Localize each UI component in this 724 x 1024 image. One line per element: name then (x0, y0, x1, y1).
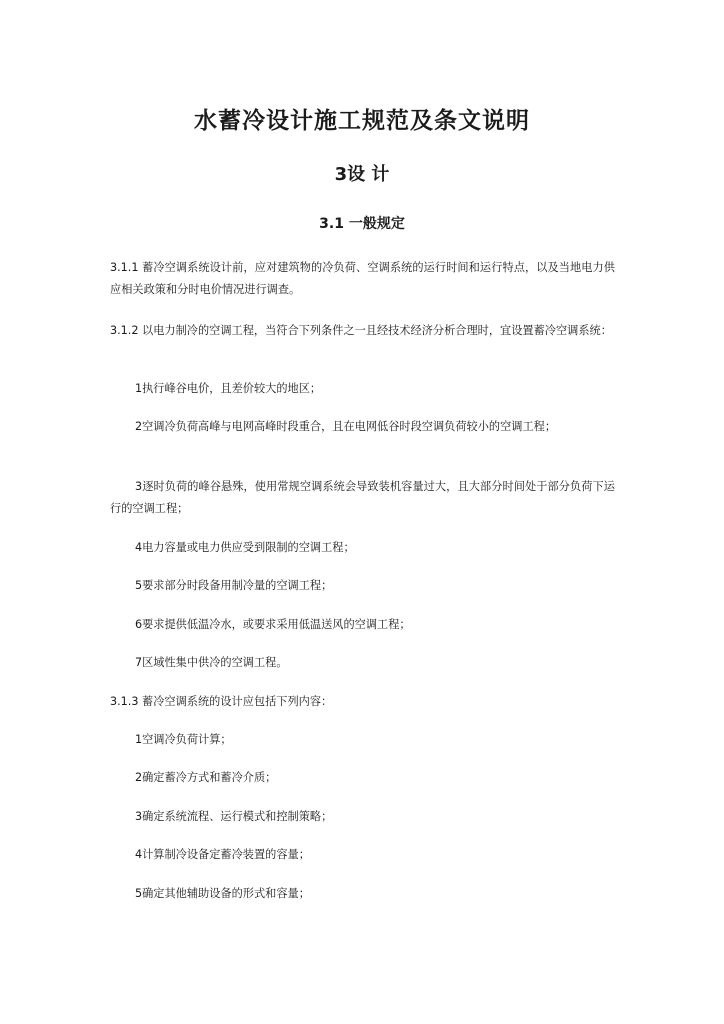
list-item: 3确定系统流程、运行模式和控制策略； (135, 810, 333, 823)
clause-3-1-1: 3.1.1 蓄冷空调系统设计前，应对建筑物的冷负荷、空调系统的运行时间和运行特点，以及当地电力供应相关政策和分时电价情况进行调查。 (110, 261, 615, 296)
list-item: 3逐时负荷的峰谷悬殊，使用常规空调系统会导致装机容量过大，且大部分时间处于部分负荷下运行的空调工程； (110, 480, 615, 515)
clause-3-1-2: 3.1.2 以电力制冷的空调工程，当符合下列条件之一且经技术经济分析合理时，宜设置蓄冷空调系统： (110, 324, 612, 337)
list-item: 1空调冷负荷计算； (135, 733, 232, 746)
list-item: 1执行峰谷电价，且差价较大的地区； (135, 382, 322, 395)
section-heading: 3.1 一般规定 (319, 216, 405, 232)
list-item: 7区域性集中供冷的空调工程。 (135, 656, 288, 669)
list-item: 5确定其他辅助设备的形式和容量； (135, 887, 310, 900)
list-item: 5要求部分时段备用制冷量的空调工程； (135, 579, 333, 592)
list-item: 4电力容量或电力供应受到限制的空调工程； (135, 541, 355, 554)
document-title: 水蓄冷设计施工规范及条文说明 (194, 108, 530, 134)
list-item: 4计算制冷设备定蓄冷装置的容量； (135, 848, 310, 861)
list-item: 2确定蓄冷方式和蓄冷介质； (135, 771, 277, 784)
clause-3-1-3: 3.1.3 蓄冷空调系统的设计应包括下列内容： (110, 695, 333, 708)
list-item: 2空调冷负荷高峰与电网高峰时段重合，且在电网低谷时段空调负荷较小的空调工程； (135, 420, 557, 433)
list-item: 6要求提供低温冷水，或要求采用低温送风的空调工程； (135, 618, 411, 631)
chapter-heading: 3设 计 (334, 164, 390, 185)
